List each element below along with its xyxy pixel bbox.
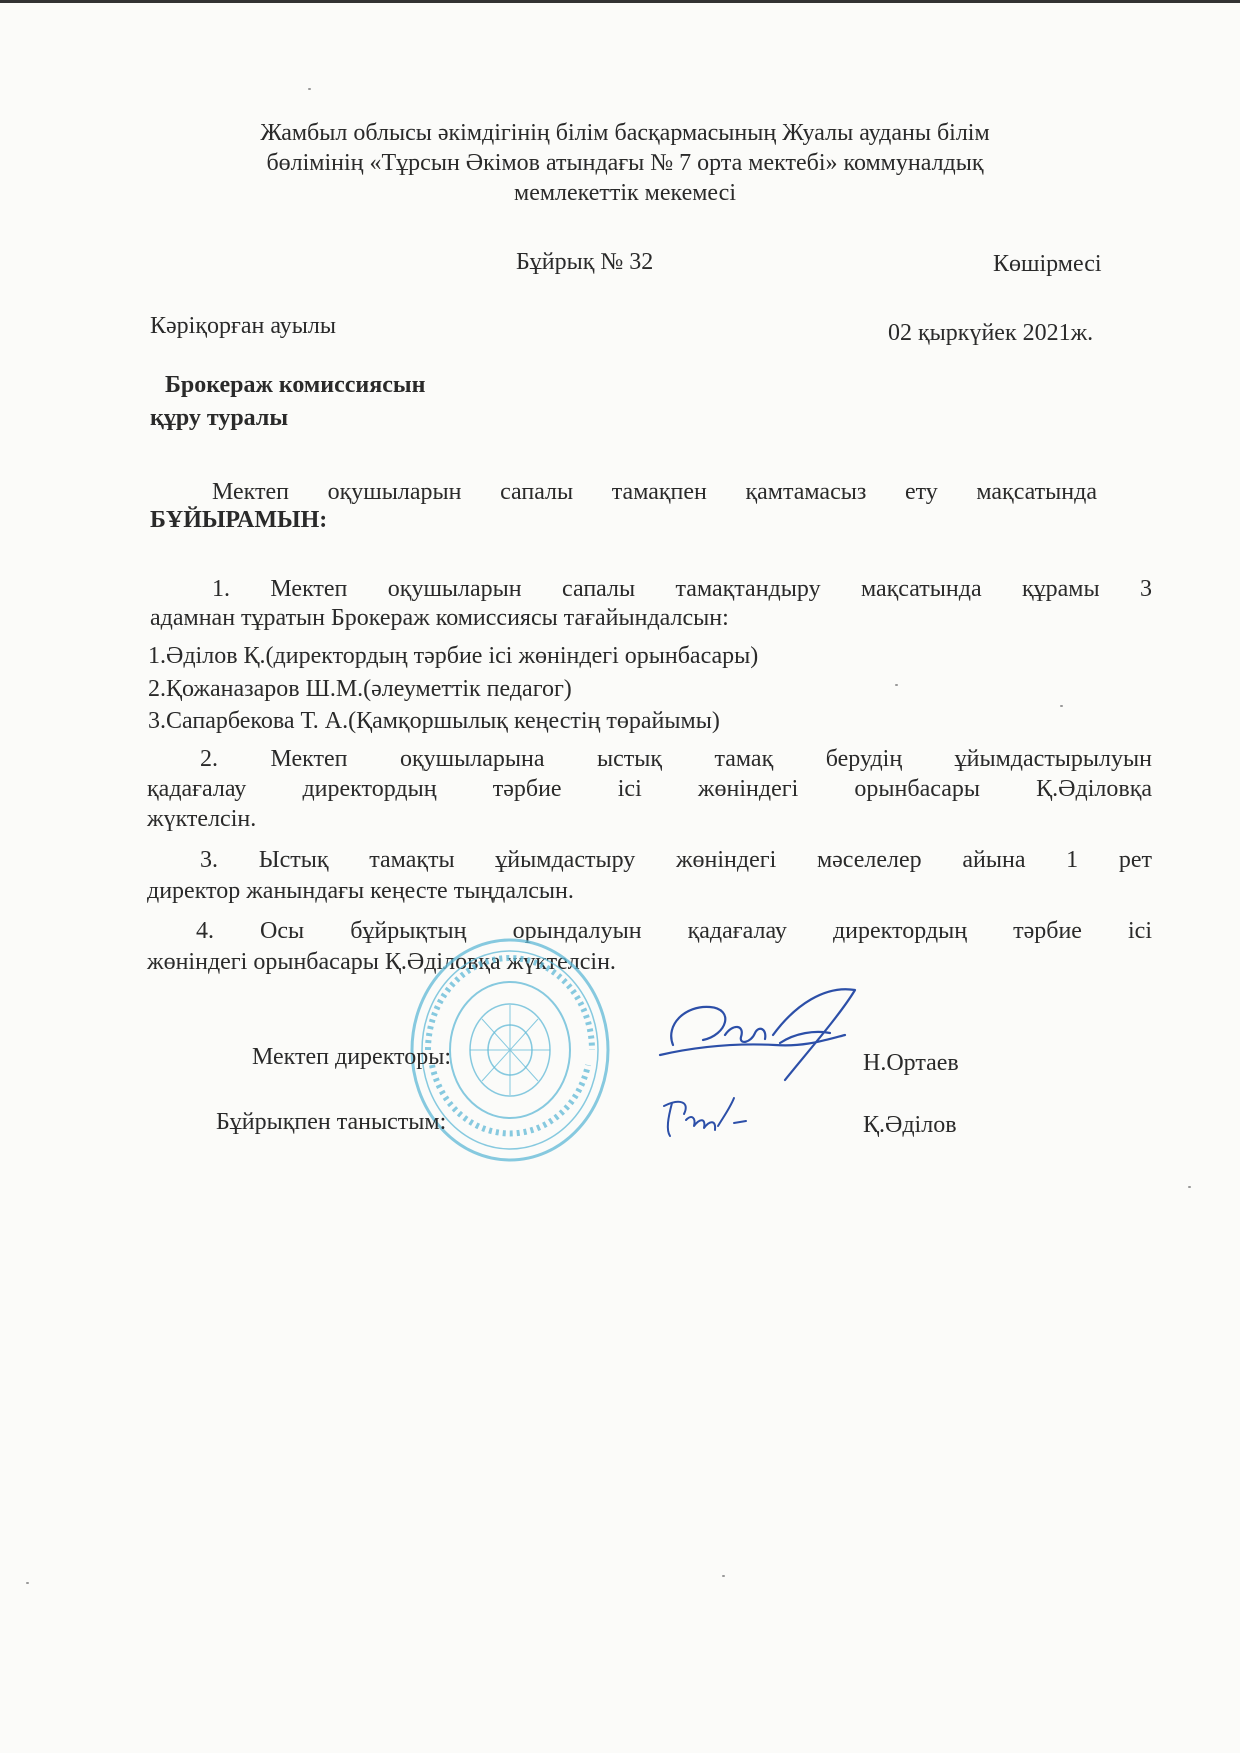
member-2: 2.Қожаназаров Ш.М.(әлеуметтік педагог) <box>148 676 572 702</box>
member-1: 1.Әділов Қ.(директордың тәрбие ісі жөніндегі орынбасары) <box>148 643 759 669</box>
acknowledgement-signature-icon <box>660 1088 750 1143</box>
order-date: 02 қыркүйек 2021ж. <box>888 320 1094 346</box>
copy-label: Көшірмесі <box>993 251 1102 277</box>
order-command: БҰЙЫРАМЫН: <box>150 507 328 533</box>
header-line-3: мемлекеттік мекемесі <box>514 180 736 206</box>
director-label: Мектеп директоры: <box>252 1044 452 1070</box>
scan-top-edge <box>0 0 1240 3</box>
item-4-line-1: 4. Осы бұйрықтың орындалуын қадағалау директордың тәрбие ісі <box>196 918 1152 944</box>
item-3-line-2: директор жанындағы кеңесте тыңдалсын. <box>147 878 574 904</box>
acknowledged-name: Қ.Әділов <box>863 1112 957 1138</box>
item-1-line-2: адамнан тұратын Брокераж комиссиясы тағайындалсын: <box>150 605 729 631</box>
director-name: Н.Ортаев <box>863 1050 959 1076</box>
scan-speck <box>722 1575 725 1577</box>
order-number: Бұйрық № 32 <box>516 249 654 275</box>
scan-speck <box>895 684 898 686</box>
item-2-line-1: 2. Мектеп оқушыларына ыстық тамақ берудің ұйымдастырылуын <box>200 746 1152 772</box>
order-place: Кәріқорған ауылы <box>150 313 336 339</box>
document-header <box>130 118 1120 208</box>
scan-speck <box>1188 1186 1191 1188</box>
scan-speck <box>308 88 311 90</box>
preamble-text: Мектеп оқушыларын сапалы тамақпен қамтамасыз ету мақсатында <box>212 479 1097 505</box>
subject-line-1: Брокераж комиссиясын <box>165 372 426 398</box>
item-4-line-2: жөніндегі орынбасары Қ.Әділовқа жүктелсін. <box>147 949 616 975</box>
item-2-line-3: жүктелсін. <box>147 806 257 832</box>
scan-speck <box>1060 705 1063 707</box>
director-signature-icon <box>655 985 870 1090</box>
acknowledged-label: Бұйрықпен таныстым: <box>216 1109 447 1135</box>
item-3-line-1: 3. Ыстық тамақты ұйымдастыру жөніндегі мәселелер айына 1 рет <box>200 847 1152 873</box>
header-line-2: бөлімінің «Тұрсын Әкімов атындағы № 7 орта мектебі» коммуналдық <box>266 150 984 176</box>
member-3: 3.Сапарбекова Т. А.(Қамқоршылық кеңестің төрайымы) <box>148 708 720 734</box>
item-2-line-2: қадағалау директордың тәрбие ісі жөніндегі орынбасары Қ.Әділовқа <box>147 776 1152 802</box>
header-line-1: Жамбыл облысы әкімдігінің білім басқармасының Жуалы ауданы білім <box>260 120 990 146</box>
subject-line-2: құру туралы <box>150 405 289 431</box>
scan-speck <box>26 1582 29 1584</box>
item-1-line-1: 1. Мектеп оқушыларын сапалы тамақтандыру мақсатында құрамы 3 <box>212 576 1152 602</box>
